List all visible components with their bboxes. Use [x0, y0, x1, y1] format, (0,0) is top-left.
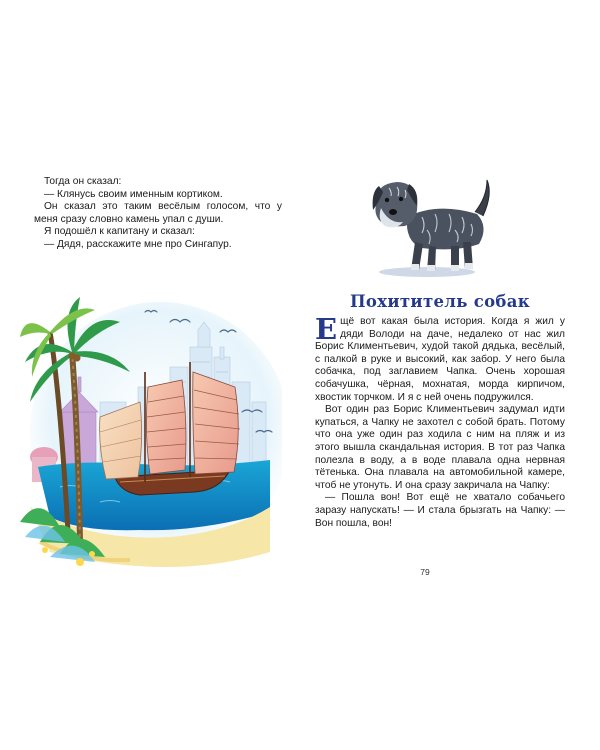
paragraph: — Клянусь своим именным кортиком. [44, 188, 223, 200]
singapore-harbor-illustration [20, 292, 282, 582]
paragraph [315, 312, 565, 404]
paragraph: Он сказал это таким весёлым голосом, что у меня сразу словно камень упал с души. [34, 201, 282, 225]
paragraph: — Дядя, расскажите мне про Сингапур. [44, 238, 232, 250]
paragraph: Вот один раз Борис Климентьевич задумал идти купаться, а Чапку не захотел с собой брать. Потому что она уже один раз ходила с ним на пляж и из этого вышла скандальная история. В тот раз Чапка полезла в воду, а в воде плавала одна нервная тётенька. Она плавала на автомобильной камере, чтоб не утонуть. И она сразу закричала на Чапку: [315, 404, 565, 491]
story-title: Похититель собак [350, 292, 530, 311]
paragraph-text: щё вот какая была история. Когда я жил у дяди Володи на даче, недалеко от нас жил Борис Климентьевич, худой такой дядька, весёлый, с палкой в руке и высокий, как забор. У него была собачка, под заглавием Чапка. Очень хорошая собачушка, чёрная, мохнатая, морда кирпичом, хвостик торчком. И я с ней очень подружился. [315, 316, 565, 403]
paragraph: — Пошла вон! Вот ещё не хватало собачьего заразу напускать! — И стала брызгать на Чапку: — Вон пошла, вон! [315, 492, 565, 529]
right-page-text [315, 312, 565, 530]
paragraph: Тогда он сказал: [44, 176, 122, 187]
right-page [300, 0, 600, 750]
dog-illustration [367, 172, 501, 280]
paragraph: Я подошёл к капитану и сказал: [44, 226, 195, 238]
left-page-text [34, 176, 282, 252]
page-number: 79 [420, 567, 430, 577]
drop-cap: Е [315, 312, 338, 346]
